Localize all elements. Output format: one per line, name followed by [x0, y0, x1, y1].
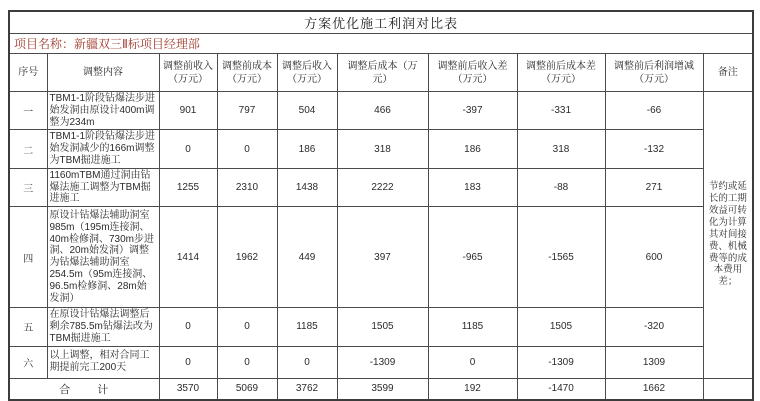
cell-value: 186 [277, 130, 337, 168]
cell-value: 1505 [517, 308, 605, 346]
cell-value: -331 [517, 92, 605, 130]
total-remark-empty [703, 378, 753, 400]
cell-value: 0 [159, 130, 217, 168]
cell-value: -1565 [517, 207, 605, 308]
col-header-cost-after: 调整后成本（万元） [337, 54, 428, 92]
table-row [9, 308, 753, 346]
cell-value: 0 [159, 308, 217, 346]
row-index: 四 [9, 207, 47, 308]
row-content: 以上调整，相对合同工期提前完工200天 [47, 346, 159, 378]
cell-value: -132 [605, 130, 703, 168]
row-index: 一 [9, 92, 47, 130]
cell-value: 504 [277, 92, 337, 130]
row-index: 六 [9, 346, 47, 378]
document-sheet [8, 10, 754, 401]
title-row [9, 11, 753, 34]
col-header-profit-change: 调整前后利润增减（万元） [605, 54, 703, 92]
row-content: TBM1-1阶段钻爆法步进始发洞由原设计400m调整为234m [47, 92, 159, 130]
cell-value: 0 [428, 346, 517, 378]
profit-comparison-table [8, 10, 754, 401]
col-header-cost-before: 调整前成本（万元） [217, 54, 277, 92]
project-name [9, 34, 753, 54]
cell-value: 318 [517, 130, 605, 168]
row-index: 五 [9, 308, 47, 346]
cell-value: 186 [428, 130, 517, 168]
page-title: 方案优化施工利润对比表 [9, 11, 753, 34]
cell-value: 466 [337, 92, 428, 130]
table-row [9, 346, 753, 378]
total-value: 3570 [159, 378, 217, 400]
row-content: 在原设计钻爆法调整后剩余785.5m钻爆法改为TBM掘进施工 [47, 308, 159, 346]
cell-value: 901 [159, 92, 217, 130]
cell-value: 1438 [277, 168, 337, 206]
cell-value: 1185 [428, 308, 517, 346]
cell-value: -965 [428, 207, 517, 308]
row-content: TBM1-1阶段钻爆法步进始发洞减少的166m调整为TBM掘进施工 [47, 130, 159, 168]
total-label: 合 计 [9, 378, 159, 400]
cell-value: 1962 [217, 207, 277, 308]
col-header-income-after: 调整后收入（万元） [277, 54, 337, 92]
remark-cell: 节约或延长的工期效益可转化为计算其对间接费、机械费等的成本费用差； [703, 92, 753, 379]
cell-value: 797 [217, 92, 277, 130]
cell-value: -88 [517, 168, 605, 206]
cell-value: 183 [428, 168, 517, 206]
row-index: 二 [9, 130, 47, 168]
total-row [9, 378, 753, 400]
row-content: 原设计钻爆法辅助洞室985m（195m连接洞、40m检修洞、730m步进洞、20m始发洞）调整为钻爆法辅助洞室254.5m（95m连接洞、96.5m检修洞、28m始发洞） [47, 207, 159, 308]
col-header-income-diff: 调整前后收入差（万元） [428, 54, 517, 92]
cell-value: -320 [605, 308, 703, 346]
cell-value: 0 [277, 346, 337, 378]
row-index: 三 [9, 168, 47, 206]
cell-value: 2222 [337, 168, 428, 206]
total-value: 3762 [277, 378, 337, 400]
cell-value: 0 [217, 308, 277, 346]
col-header-seq: 序号 [9, 54, 47, 92]
cell-value: 600 [605, 207, 703, 308]
cell-value: 0 [217, 130, 277, 168]
col-header-content: 调整内容 [47, 54, 159, 92]
table-row [9, 92, 753, 130]
cell-value: 1185 [277, 308, 337, 346]
cell-value: 0 [217, 346, 277, 378]
col-header-cost-diff: 调整前后成本差（万元） [517, 54, 605, 92]
cell-value: 449 [277, 207, 337, 308]
total-value: 5069 [217, 378, 277, 400]
col-header-income-before: 调整前收入（万元） [159, 54, 217, 92]
cell-value: 271 [605, 168, 703, 206]
cell-value: -1309 [337, 346, 428, 378]
cell-value: 397 [337, 207, 428, 308]
project-name-value: 新疆双三Ⅱ标项目经理部 [74, 37, 200, 51]
cell-value: 1414 [159, 207, 217, 308]
table-row [9, 168, 753, 206]
cell-value: 2310 [217, 168, 277, 206]
project-row [9, 34, 753, 54]
cell-value: -1309 [517, 346, 605, 378]
project-name-label: 项目名称： [14, 37, 75, 51]
cell-value: 1505 [337, 308, 428, 346]
total-value: 192 [428, 378, 517, 400]
col-header-remark: 备注 [703, 54, 753, 92]
row-content: 1160mTBM通过洞由钻爆法施工调整为TBM掘进施工 [47, 168, 159, 206]
total-value: 1662 [605, 378, 703, 400]
cell-value: -397 [428, 92, 517, 130]
cell-value: 0 [159, 346, 217, 378]
table-row [9, 130, 753, 168]
header-row [9, 54, 753, 92]
cell-value: -66 [605, 92, 703, 130]
table-row [9, 207, 753, 308]
cell-value: 1309 [605, 346, 703, 378]
total-value: 3599 [337, 378, 428, 400]
cell-value: 318 [337, 130, 428, 168]
total-value: -1470 [517, 378, 605, 400]
cell-value: 1255 [159, 168, 217, 206]
